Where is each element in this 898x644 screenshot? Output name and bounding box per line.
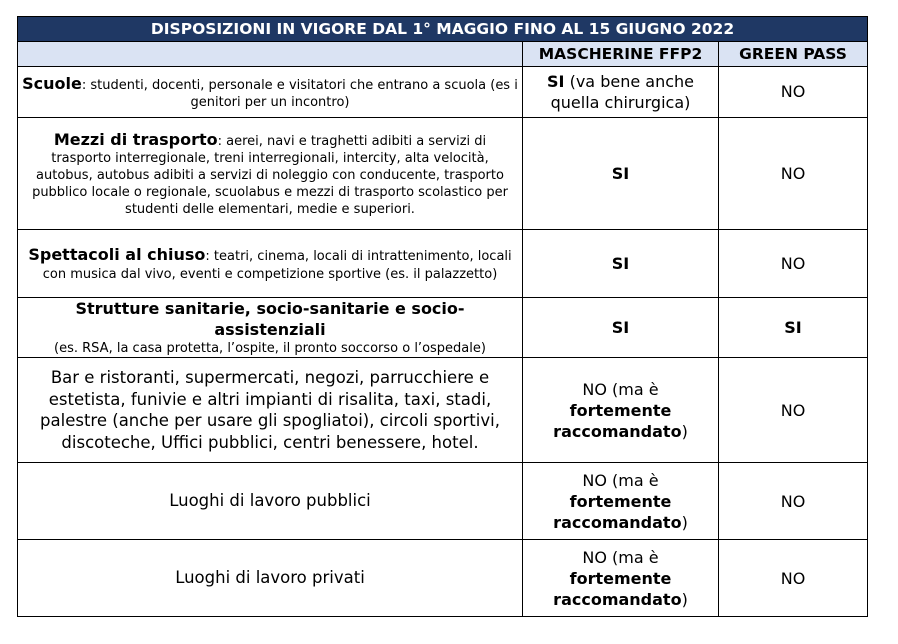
table-title: DISPOSIZIONI IN VIGORE DAL 1° MAGGIO FINO AL 15 GIUGNO 2022 [18,17,868,42]
row-masks-bold: fortemente raccomandato [553,568,682,609]
row-masks [523,230,719,298]
row-green-pass [719,298,868,358]
table-row [18,540,868,617]
header-masks: MASCHERINE FFP2 [523,42,719,67]
row-masks [523,67,719,118]
row-label [18,118,523,230]
row-label [18,230,523,298]
row-label [18,298,523,358]
row-label-text: : studenti, docenti, personale e visitatori che entrano a scuola (es i genitori per un incontro) [81,77,518,110]
row-green-pass: NO [719,118,868,230]
row-masks [523,463,719,540]
row-green-pass: NO [719,358,868,463]
row-green-pass: NO [719,67,868,118]
row-masks-bold: SI [611,318,630,338]
row-label-text: (es. RSA, la casa protetta, l’ospite, il pronto soccorso o l’ospedale) [54,341,486,357]
row-label-bold: Mezzi di trasporto [53,129,218,149]
row-masks [523,118,719,230]
row-masks-bold: SI [611,163,630,183]
row-green-pass-bold: SI [784,318,802,338]
table-row [18,118,868,230]
header-row [18,42,868,67]
row-masks [523,358,719,463]
rules-table [17,16,868,617]
table-row [18,67,868,118]
row-label-text: : aerei, navi e traghetti adibiti a servizi di trasporto interregionale, treni interregionali, intercity, alta velocità, autobus, autobus adibiti a servizi di noleggio con conducente, trasporto pubblico locale o regionale, scuolabus e mezzi di trasporto scolastico per studenti delle elementari, medie e superiori. [32,133,508,218]
table-row [18,463,868,540]
row-masks-close: ) [681,421,688,441]
row-masks [523,298,719,358]
row-masks-bold: fortemente raccomandato [553,400,682,441]
row-label-bold: Spettacoli al chiuso [28,245,206,265]
row-masks-bold: fortemente raccomandato [553,491,682,532]
row-label-bold: Strutture sanitarie, socio-sanitarie e socio-assistenziali [75,299,465,340]
row-masks-close: ) [681,512,688,532]
row-label: Luoghi di lavoro pubblici [18,463,523,540]
row-masks-text: NO (ma è [582,547,659,567]
table-row [18,298,868,358]
row-masks-bold: SI [611,253,630,273]
row-label: Bar e ristoranti, supermercati, negozi, parrucchiere e estetista, funivie e altri impianti di risalita, taxi, stadi, palestre (anche per usare gli spogliatoi), circoli sportivi, discoteche, Uffici pubblici, centri benessere, hotel. [18,358,523,463]
row-masks [523,540,719,617]
row-label: Luoghi di lavoro privati [18,540,523,617]
row-masks-close: ) [681,589,688,609]
row-green-pass: NO [719,540,868,617]
row-green-pass: NO [719,463,868,540]
header-place [18,42,523,67]
table-row [18,230,868,298]
row-label-text: : teatri, cinema, locali di intrattenimento, locali con musica dal vivo, eventi e competizione sportive (es. il palazzetto) [42,249,512,282]
row-label [18,67,523,118]
header-green-pass: GREEN PASS [719,42,868,67]
row-masks-text: (va bene anche quella chirurgica) [550,71,694,112]
title-row [18,17,868,42]
row-masks-text: NO (ma è [582,379,659,399]
row-green-pass: NO [719,230,868,298]
table-row [18,358,868,463]
row-masks-text: NO (ma è [582,470,659,490]
row-masks-bold: SI [547,71,565,91]
row-label-bold: Scuole [22,73,82,93]
